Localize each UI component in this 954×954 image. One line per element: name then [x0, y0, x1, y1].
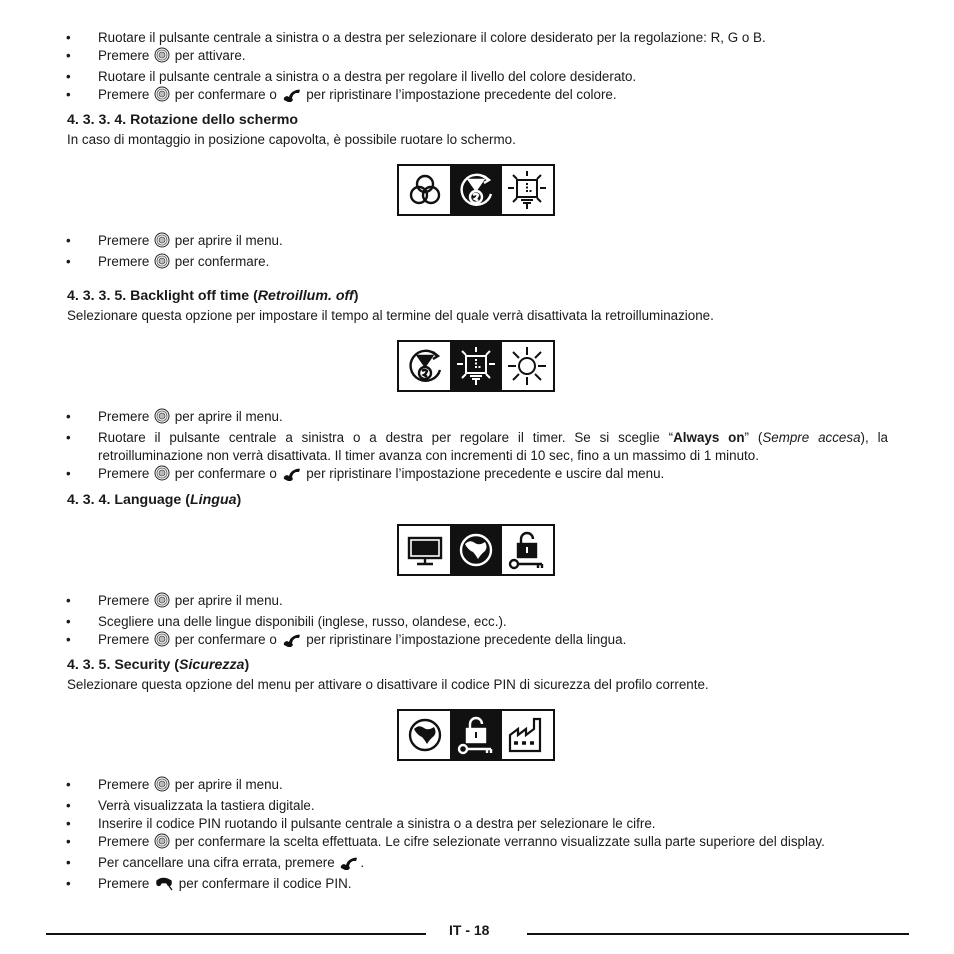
list-item: • Premere per attivare.	[0, 47, 954, 68]
menu-icon-strip	[397, 524, 555, 576]
list-item: • Premere per aprire il menu.	[0, 592, 954, 613]
color-circles-icon	[399, 166, 450, 214]
knob-icon	[154, 465, 170, 486]
monitor-icon	[399, 526, 450, 574]
menu-icon-strip	[397, 709, 555, 761]
list-item: • Premere per confermare o per ripristinare l’impostazione precedente del colore.	[0, 86, 954, 107]
backlight-timer-icon	[502, 166, 553, 214]
rotation-icon	[450, 166, 501, 214]
backlight-steps-list	[0, 408, 954, 486]
list-item: • Premere per aprire il menu.	[0, 232, 954, 253]
padlock-key-icon	[502, 526, 553, 574]
knob-icon	[154, 776, 170, 797]
list-item: • Per cancellare una cifra errata, premere .	[0, 854, 954, 875]
list-item: • Premere per confermare la scelta effettuata. Le cifre selezionate verranno visualizzate sulla parte superiore del display.	[0, 833, 954, 854]
rotation-steps-list	[0, 232, 954, 274]
list-item: • Ruotare il pulsante centrale a sinistra o a destra per regolare il timer. Se si sceglie “Always on” (Sempre accesa), la retroilluminazione non verrà disattivata. Il timer avanza con incrementi di 10 sec, fino a un massimo di 1 minuto.	[66, 430, 888, 463]
menu-icon-strip	[397, 164, 555, 216]
backlight-timer-icon	[450, 342, 501, 390]
knob-icon	[154, 47, 170, 68]
knob-icon	[154, 86, 170, 107]
factory-icon	[502, 711, 553, 759]
list-item: • Ruotare il pulsante centrale a sinistra o a destra per selezionare il colore desiderato per la regolazione: R, G o B.	[66, 30, 766, 45]
list-item: • Premere per confermare o per ripristinare l’impostazione precedente della lingua.	[0, 631, 954, 652]
knob-icon	[154, 631, 170, 652]
knob-icon	[154, 833, 170, 854]
page-number: IT - 18	[449, 922, 490, 938]
handset-hangup-icon	[339, 856, 359, 875]
section-description: In caso di montaggio in posizione capovolta, è possibile ruotare lo schermo.	[67, 132, 516, 147]
padlock-key-icon	[450, 711, 501, 759]
handset-answer-icon	[154, 877, 174, 896]
section-heading: 4. 3. 5. Security (Sicurezza)	[67, 657, 250, 673]
section-description: Selezionare questa opzione del menu per attivare o disattivare il codice PIN di sicurezza del profilo corrente.	[67, 677, 709, 692]
globe-icon	[450, 526, 501, 574]
brightness-icon	[502, 342, 553, 390]
language-steps-list	[0, 592, 954, 652]
footer-rule-right	[527, 933, 909, 935]
list-item: • Ruotare il pulsante centrale a sinistra o a destra per regolare il livello del colore desiderato.	[66, 69, 637, 84]
section-heading: 4. 3. 3. 4. Rotazione dello schermo	[67, 112, 299, 128]
menu-icon-strip	[397, 340, 555, 392]
knob-icon	[154, 253, 170, 274]
list-item: • Inserire il codice PIN ruotando il pulsante centrale a sinistra o a destra per selezionare le cifre.	[66, 816, 656, 831]
list-item: • Premere per aprire il menu.	[0, 776, 954, 797]
list-item: • Premere per confermare il codice PIN.	[0, 875, 954, 896]
list-item: • Premere per aprire il menu.	[0, 408, 954, 429]
section-heading: 4. 3. 3. 5. Backlight off time (Retroillum. off)	[67, 288, 359, 304]
color-adjust-list	[0, 29, 954, 107]
list-item: • Scegliere una delle lingue disponibili (inglese, russo, olandese, ecc.).	[66, 614, 507, 629]
section-heading: 4. 3. 4. Language (Lingua)	[67, 492, 242, 508]
handset-hangup-icon	[282, 88, 302, 107]
section-description: Selezionare questa opzione per impostare il tempo al termine del quale verrà disattivata la retroilluminazione.	[67, 308, 714, 323]
list-item: • Premere per confermare.	[0, 253, 954, 274]
knob-icon	[154, 232, 170, 253]
rotation-icon	[399, 342, 450, 390]
handset-hangup-icon	[282, 633, 302, 652]
footer-rule-left	[46, 933, 426, 935]
list-item: • Premere per confermare o per ripristinare l’impostazione precedente e uscire dal menu.	[0, 465, 954, 486]
security-steps-list	[0, 776, 954, 896]
knob-icon	[154, 592, 170, 613]
globe-icon	[399, 711, 450, 759]
handset-hangup-icon	[282, 467, 302, 486]
knob-icon	[154, 408, 170, 429]
list-item: • Verrà visualizzata la tastiera digitale.	[66, 798, 315, 813]
